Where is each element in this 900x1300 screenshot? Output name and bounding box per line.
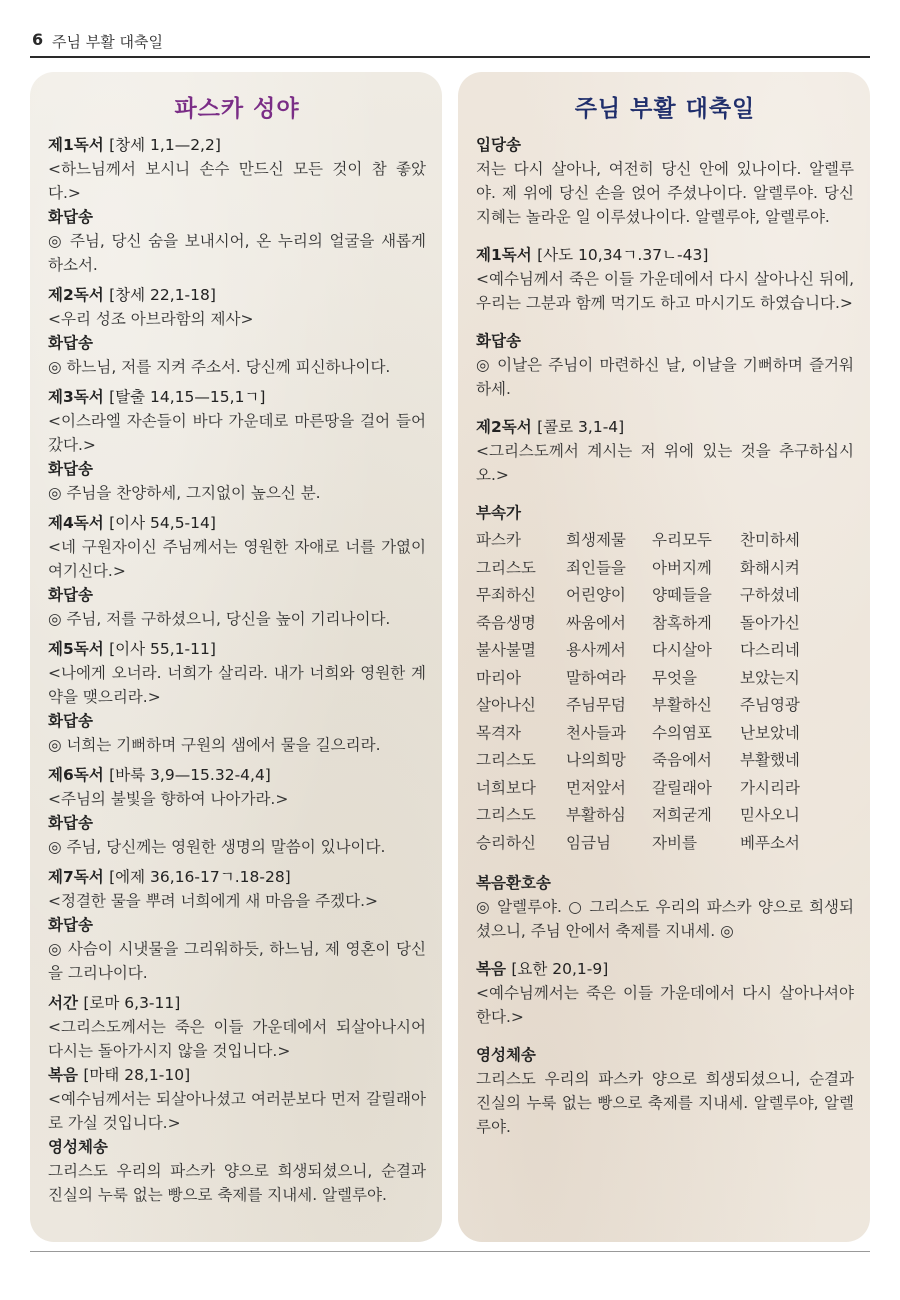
reading-text: ◎ 하느님, 저를 지켜 주소서. 당신께 피신하나이다. bbox=[48, 358, 391, 376]
reading-text: ◎ 너희는 기뻐하며 구원의 샘에서 물을 길으리라. bbox=[48, 736, 381, 754]
sequence-phrase: 파스카 bbox=[476, 531, 521, 549]
reading-ref: [바룩 3,9—15.32-4,4] bbox=[109, 766, 271, 784]
reading-text: <주님의 불빛을 향하여 나아가라.> bbox=[48, 790, 289, 808]
sequence-phrase: 죽음에서 bbox=[652, 751, 712, 769]
sequence-phrase: 말하여라 bbox=[566, 668, 626, 687]
reading-ref: [창세 22,1-18] bbox=[109, 286, 216, 304]
reading-label bbox=[48, 385, 426, 409]
reading-ref: [이사 55,1-11] bbox=[109, 640, 216, 658]
sequence-phrase: 믿사오니 bbox=[740, 806, 800, 824]
reading-label bbox=[48, 709, 426, 733]
sequence-phrase: 그리스도 bbox=[476, 806, 536, 824]
first-reading-text: <예수님께서 죽은 이들 가운데에서 다시 살아나신 뒤에, 우리는 그분과 함께 먹기도 하고 마시기도 하였습니다.> bbox=[476, 270, 854, 312]
easter-sunday-panel bbox=[458, 72, 870, 1242]
second-reading-label bbox=[476, 415, 854, 439]
reading-text: <우리 성조 아브라함의 제사> bbox=[48, 310, 254, 328]
sequence-phrase: 참혹하게 bbox=[652, 613, 712, 632]
reading-text: ◎ 주님을 찬양하세, 그지없이 높으신 분. bbox=[48, 484, 321, 502]
communion-antiphon bbox=[476, 1043, 854, 1139]
reading-section bbox=[48, 1063, 426, 1135]
reading-label bbox=[48, 583, 426, 607]
sequence-phrase: 우리모두 bbox=[652, 531, 712, 549]
header-title: 주님 부활 대축일 bbox=[52, 33, 163, 51]
communion-text: 그리스도 우리의 파스카 양으로 희생되셨으니, 순결과 진실의 누룩 없는 빵으로 축제를 지내세. 알렐루야, 알렐루야. bbox=[476, 1070, 854, 1136]
acclamation-label: 복음환호송 bbox=[476, 874, 551, 892]
sequence-phrase: 양떼들을 bbox=[652, 586, 712, 604]
sequence-phrase: 주님무덤 bbox=[566, 696, 626, 714]
easter-vigil-readings bbox=[48, 133, 426, 1207]
sequence-phrase: 목격자 bbox=[476, 723, 521, 742]
reading-text: ◎ 주님, 당신께는 영원한 생명의 말씀이 있나이다. bbox=[48, 838, 386, 856]
reading-name: 복음 bbox=[48, 1066, 78, 1084]
reading-label bbox=[48, 763, 426, 787]
sequence-phrase: 아버지께 bbox=[652, 558, 712, 577]
reading-label bbox=[48, 457, 426, 481]
second-reading bbox=[476, 415, 854, 487]
reading-section bbox=[48, 205, 426, 277]
reading-section bbox=[48, 385, 426, 457]
sequence bbox=[476, 501, 854, 857]
second-reading-ref: [콜로 3,1-4] bbox=[537, 418, 625, 436]
reading-text: <이스라엘 자손들이 바다 가운데로 마른땅을 걸어 들어갔다.> bbox=[48, 412, 426, 454]
first-reading bbox=[476, 243, 854, 315]
reading-label bbox=[48, 1063, 426, 1087]
reading-section bbox=[48, 457, 426, 505]
reading-label bbox=[48, 205, 426, 229]
sequence-phrase: 용사께서 bbox=[566, 641, 626, 659]
reading-section bbox=[48, 991, 426, 1063]
reading-name: 화답송 bbox=[48, 334, 93, 352]
reading-section bbox=[48, 1135, 426, 1207]
reading-name: 제7독서 bbox=[48, 868, 104, 886]
sequence-phrase: 무엇을 bbox=[652, 668, 697, 687]
reading-label bbox=[48, 331, 426, 355]
page-number: 6 bbox=[32, 30, 44, 49]
reading-name: 화답송 bbox=[48, 814, 93, 832]
reading-text: <네 구원자이신 주님께서는 영원한 자애로 너를 가엾이 여기신다.> bbox=[48, 538, 426, 580]
reading-section bbox=[48, 511, 426, 583]
reading-text: ◎ 주님, 저를 구하셨으니, 당신을 높이 기리나이다. bbox=[48, 610, 391, 628]
acclamation-text: ◎ 알렐루야. ○ 그리스도 우리의 파스카 양으로 희생되셨으니, 주님 안에서 축제를 지내세. ◎ bbox=[476, 898, 854, 940]
sequence-phrase: 그리스도 bbox=[476, 558, 536, 577]
first-reading-label bbox=[476, 243, 854, 267]
gospel-ref: [요한 20,1-9] bbox=[511, 960, 609, 978]
sequence-phrase: 부활하심 bbox=[566, 806, 626, 824]
entrance-label: 입당송 bbox=[476, 136, 521, 154]
sequence-phrase: 어린양이 bbox=[566, 586, 626, 604]
sequence-phrase: 승리하신 bbox=[476, 833, 536, 852]
reading-label bbox=[48, 511, 426, 535]
reading-name: 제5독서 bbox=[48, 640, 104, 658]
reading-section bbox=[48, 583, 426, 631]
reading-ref: [에제 36,16-17ㄱ.18-28] bbox=[109, 868, 291, 886]
sequence-phrase: 나의희망 bbox=[566, 751, 626, 769]
sequence-phrase: 보았는지 bbox=[740, 668, 800, 687]
first-reading-ref: [사도 10,34ㄱ.37ㄴ-43] bbox=[537, 246, 709, 264]
sequence-phrase: 주님영광 bbox=[740, 696, 800, 714]
second-reading-name: 제2독서 bbox=[476, 418, 532, 436]
reading-ref: [이사 54,5-14] bbox=[109, 514, 216, 532]
second-reading-text: <그리스도께서 계시는 저 위에 있는 것을 추구하십시오.> bbox=[476, 442, 854, 484]
sequence-phrase: 싸움에서 bbox=[566, 613, 626, 632]
reading-section bbox=[48, 637, 426, 709]
sequence-phrase: 수의염포 bbox=[652, 723, 712, 742]
reading-ref: [탈출 14,15—15,1ㄱ] bbox=[109, 388, 266, 406]
sequence-phrase: 구하셨네 bbox=[740, 586, 800, 604]
reading-section bbox=[48, 331, 426, 379]
reading-name: 영성체송 bbox=[48, 1138, 108, 1156]
first-reading-name: 제1독서 bbox=[476, 246, 532, 264]
sequence-phrase: 난보았네 bbox=[740, 723, 800, 742]
reading-label bbox=[48, 133, 426, 157]
reading-section bbox=[48, 763, 426, 811]
entrance-text: 저는 다시 살아나, 여전히 당신 안에 있나이다. 알렐루야. 제 위에 당신 손을 얹어 주셨나이다. 알렐루야. 당신 지혜는 놀라운 일 이루셨나이다. 알렐루야, 알렐루야. bbox=[476, 160, 854, 226]
page-header bbox=[30, 26, 870, 58]
reading-ref: [로마 6,3-11] bbox=[83, 994, 181, 1012]
reading-text: <나에게 오너라. 너희가 살리라. 내가 너희와 영원한 계약을 맺으리라.> bbox=[48, 664, 426, 706]
reading-text: <그리스도께서는 죽은 이들 가운데에서 되살아나시어 다시는 돌아가시지 않을 것입니다.> bbox=[48, 1018, 426, 1060]
sequence-phrase: 자비를 bbox=[652, 833, 697, 852]
sequence-phrase: 죄인들을 bbox=[566, 558, 626, 577]
sequence-phrase: 화해시켜 bbox=[740, 558, 800, 577]
psalm-label: 화답송 bbox=[476, 332, 521, 350]
sequence-phrase: 먼저앞서 bbox=[566, 778, 626, 797]
sequence-phrase: 부활했네 bbox=[740, 751, 800, 769]
reading-name: 화답송 bbox=[48, 460, 93, 478]
gospel-label bbox=[476, 957, 854, 981]
sequence-verses bbox=[476, 527, 854, 857]
sequence-phrase: 갈릴래아 bbox=[652, 778, 712, 797]
sequence-phrase: 불사불멸 bbox=[476, 641, 536, 659]
sequence-phrase: 다스리네 bbox=[740, 641, 800, 659]
easter-vigil-title: 파스카 성야 bbox=[174, 96, 300, 122]
easter-vigil-panel bbox=[30, 72, 442, 1242]
reading-text: <정결한 물을 뿌려 너희에게 새 마음을 주겠다.> bbox=[48, 892, 378, 910]
responsorial-psalm bbox=[476, 329, 854, 401]
reading-name: 화답송 bbox=[48, 208, 93, 226]
sequence-label: 부속가 bbox=[476, 504, 521, 522]
reading-section bbox=[48, 283, 426, 331]
sequence-phrase: 임금님 bbox=[566, 833, 611, 852]
reading-section bbox=[48, 913, 426, 985]
psalm-text: ◎ 이날은 주님이 마련하신 날, 이날을 기뻐하며 즐거워하세. bbox=[476, 356, 854, 398]
reading-name: 제4독서 bbox=[48, 514, 104, 532]
sequence-phrase: 가시리라 bbox=[740, 778, 800, 797]
reading-text: ◎ 주님, 당신 숨을 보내시어, 온 누리의 얼굴을 새롭게 하소서. bbox=[48, 232, 426, 274]
reading-label bbox=[48, 991, 426, 1015]
reading-name: 서간 bbox=[48, 994, 78, 1012]
footer-divider bbox=[30, 1251, 870, 1252]
sequence-phrase: 저희굳게 bbox=[652, 806, 712, 824]
reading-name: 화답송 bbox=[48, 712, 93, 730]
reading-label bbox=[48, 637, 426, 661]
sequence-phrase: 죽음생명 bbox=[476, 613, 536, 632]
sequence-phrase: 희생제물 bbox=[566, 531, 626, 549]
sequence-phrase: 찬미하세 bbox=[740, 531, 800, 549]
reading-section bbox=[48, 133, 426, 205]
sequence-phrase: 너희보다 bbox=[476, 778, 536, 797]
sequence-phrase: 무죄하신 bbox=[476, 586, 536, 604]
reading-text: <예수님께서는 되살아나셨고 여러분보다 먼저 갈릴래아로 가실 것입니다.> bbox=[48, 1090, 426, 1132]
reading-section bbox=[48, 709, 426, 757]
communion-label: 영성체송 bbox=[476, 1046, 536, 1064]
gospel-acclamation bbox=[476, 871, 854, 943]
gospel-text: <예수님께서는 죽은 이들 가운데에서 다시 살아나셔야 한다.> bbox=[476, 984, 854, 1026]
reading-label bbox=[48, 865, 426, 889]
gospel bbox=[476, 957, 854, 1029]
reading-name: 제3독서 bbox=[48, 388, 104, 406]
sequence-phrase: 살아나신 bbox=[476, 696, 536, 714]
reading-label bbox=[48, 811, 426, 835]
sequence-phrase: 그리스도 bbox=[476, 751, 536, 769]
reading-section bbox=[48, 811, 426, 859]
sequence-phrase: 베푸소서 bbox=[740, 833, 800, 852]
reading-label bbox=[48, 1135, 426, 1159]
reading-text: <하느님께서 보시니 손수 만드신 모든 것이 참 좋았다.> bbox=[48, 160, 426, 202]
reading-label bbox=[48, 283, 426, 307]
sequence-phrase: 천사들과 bbox=[566, 723, 626, 742]
reading-ref: [창세 1,1—2,2] bbox=[109, 136, 221, 154]
reading-name: 제2독서 bbox=[48, 286, 104, 304]
sequence-phrase: 다시살아 bbox=[652, 641, 712, 659]
reading-name: 제6독서 bbox=[48, 766, 104, 784]
reading-section bbox=[48, 865, 426, 913]
reading-text: ◎ 사슴이 시냇물을 그리워하듯, 하느님, 제 영혼이 당신을 그리나이다. bbox=[48, 940, 426, 982]
reading-label bbox=[48, 913, 426, 937]
reading-name: 제1독서 bbox=[48, 136, 104, 154]
sequence-phrase: 마리아 bbox=[476, 668, 521, 687]
reading-name: 화답송 bbox=[48, 586, 93, 604]
entrance-antiphon bbox=[476, 133, 854, 229]
reading-ref: [마태 28,1-10] bbox=[83, 1066, 191, 1084]
sequence-phrase: 돌아가신 bbox=[740, 613, 800, 632]
easter-sunday-title: 주님 부활 대축일 bbox=[574, 96, 756, 122]
reading-name: 화답송 bbox=[48, 916, 93, 934]
reading-text: 그리스도 우리의 파스카 양으로 희생되셨으니, 순결과 진실의 누룩 없는 빵으로 축제를 지내세. 알렐루야. bbox=[48, 1162, 426, 1204]
gospel-name: 복음 bbox=[476, 960, 506, 978]
sequence-phrase: 부활하신 bbox=[652, 696, 712, 714]
